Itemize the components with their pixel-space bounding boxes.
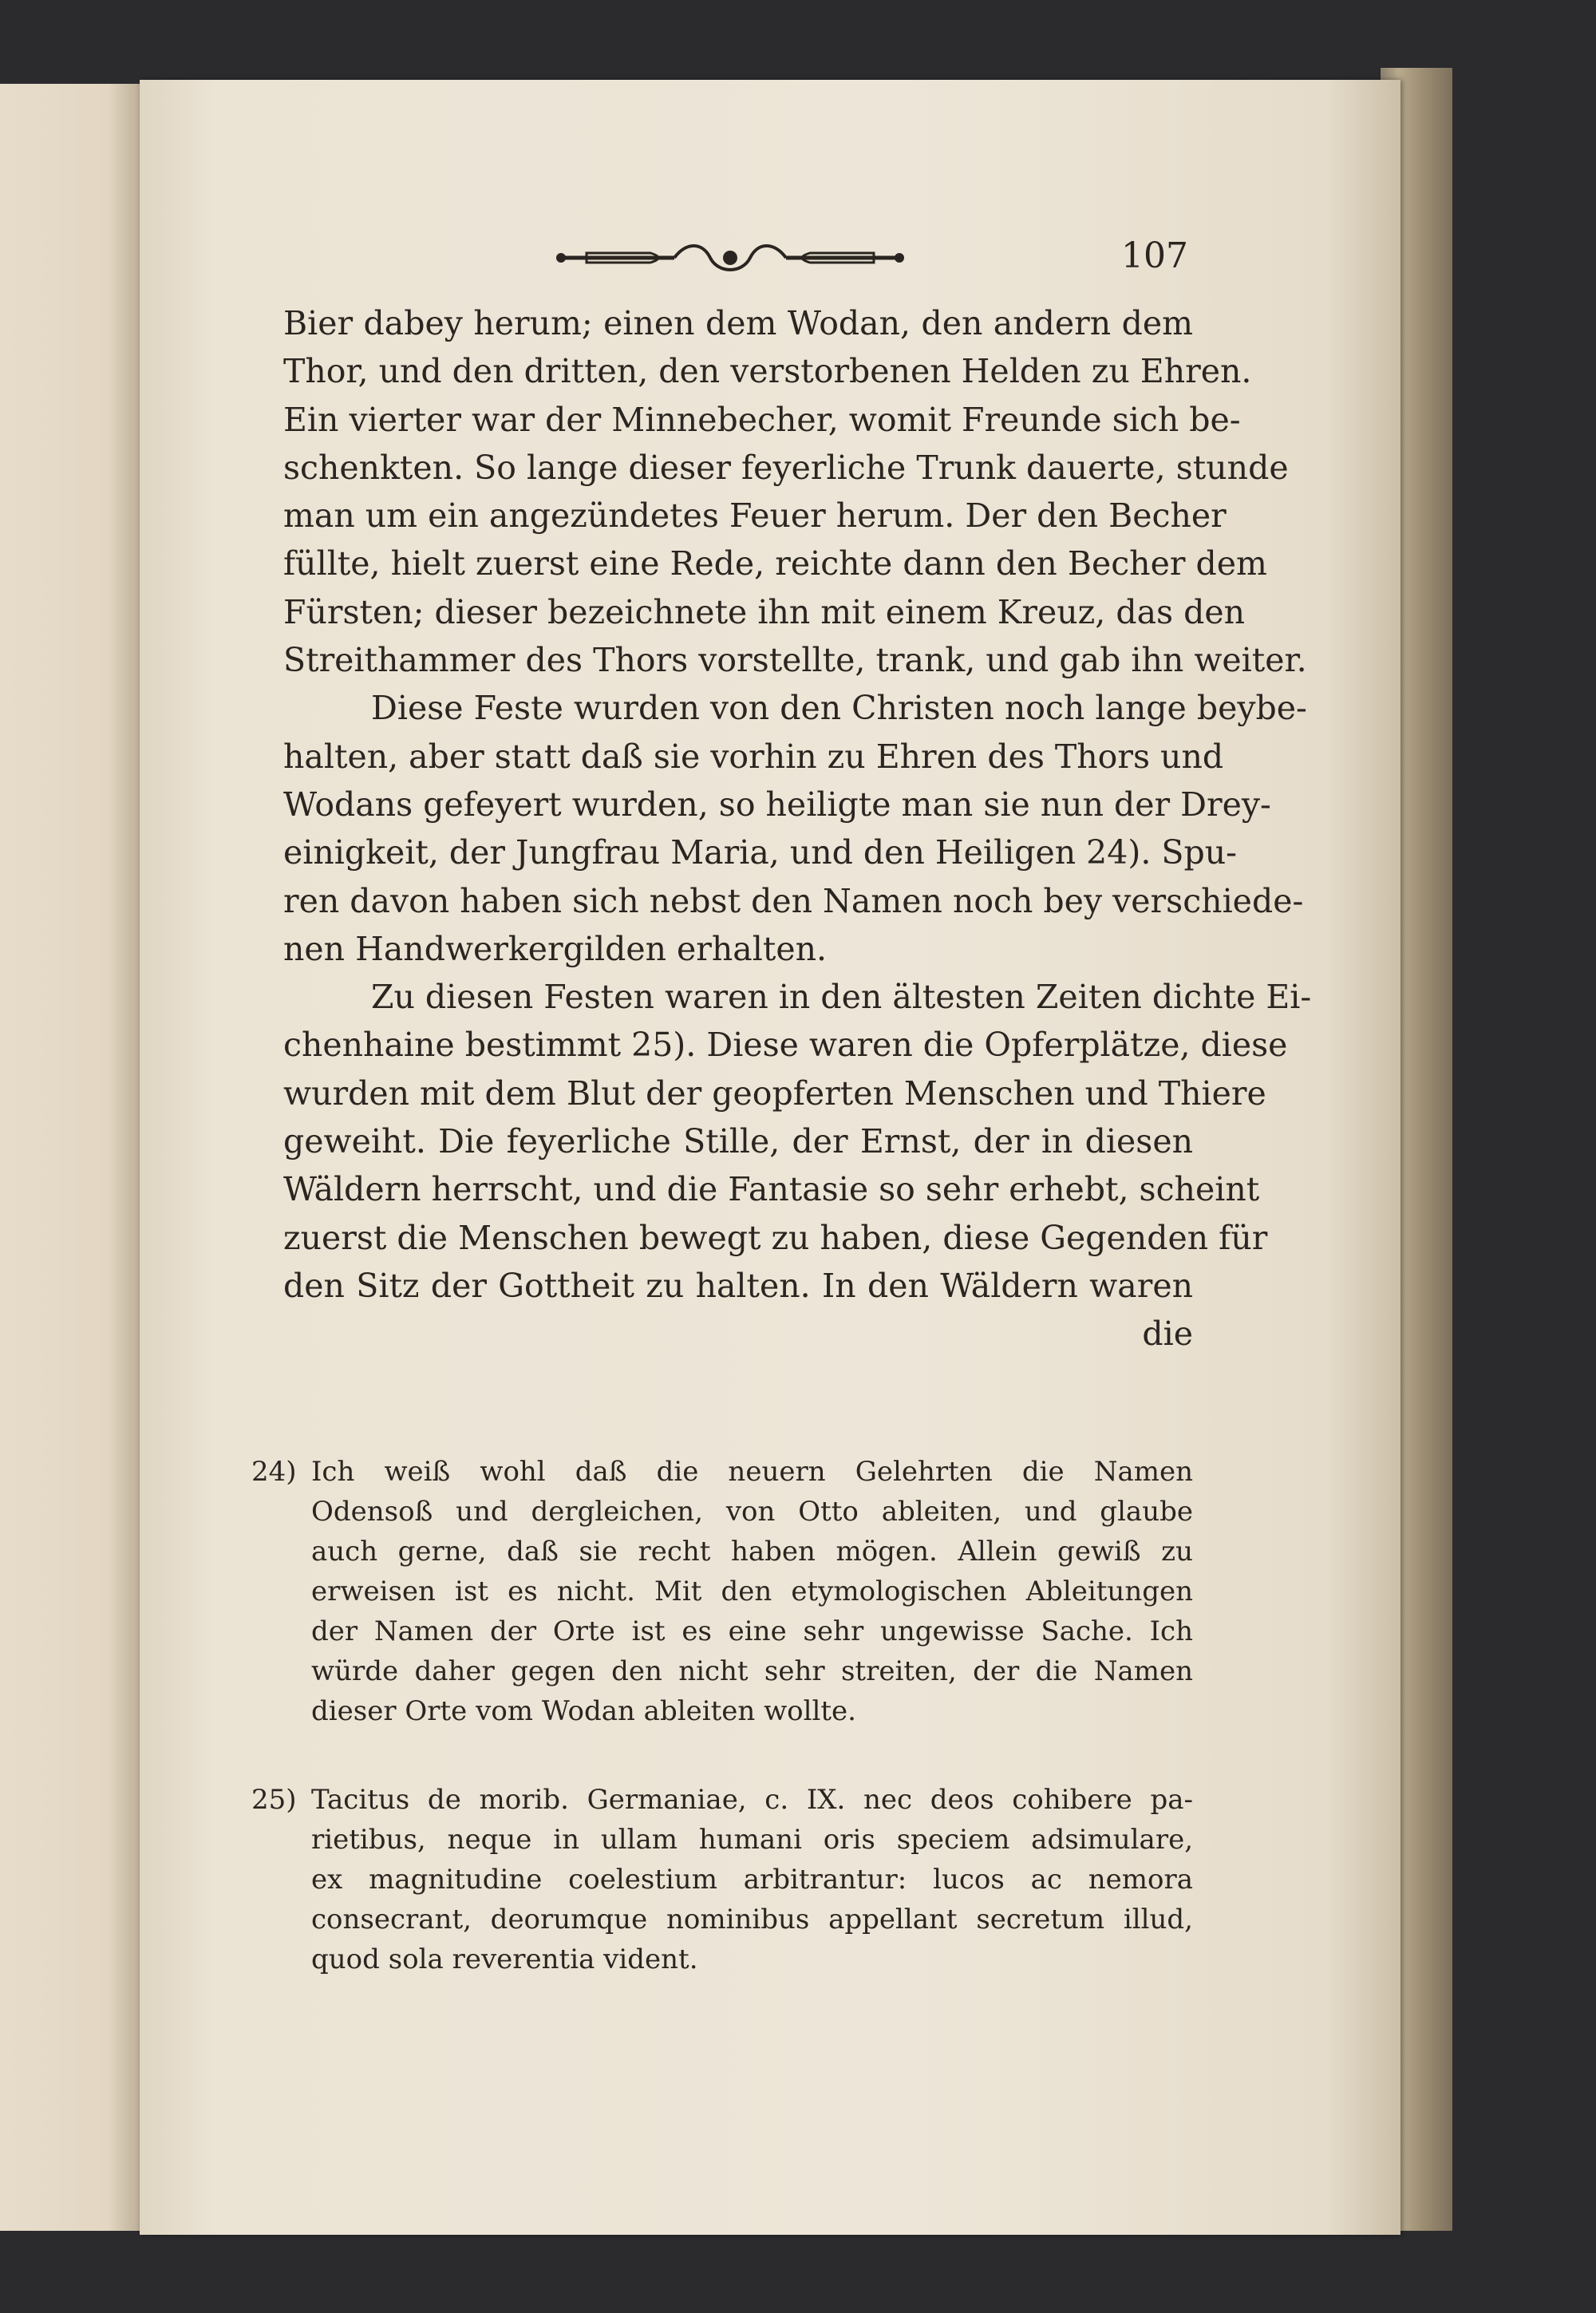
text-line: chenhaine bestimmt 25). Diese waren die Opferplätze, diese bbox=[283, 1026, 1288, 1065]
text-line: schenkten. So lange dieser feyerliche Trunk dauerte, stunde bbox=[283, 448, 1289, 487]
text-line: Zu diesen Festen waren in den ältesten Zeiten dichte Ei- bbox=[371, 978, 1312, 1017]
catchword: die bbox=[1142, 1315, 1193, 1354]
text-line: zuerst die Menschen bewegt zu haben, diese Gegenden für bbox=[283, 1218, 1268, 1257]
page-number: 107 bbox=[1121, 235, 1188, 276]
text-line: Streithammer des Thors vorstellte, trank, und gab ihn weiter. bbox=[283, 641, 1307, 680]
header-ornament-icon bbox=[555, 242, 906, 274]
footnote-line: auch gerne, daß sie recht haben mögen. Allein gewiß zu bbox=[311, 1536, 1193, 1568]
text-line: Diese Feste wurden von den Christen noch lange beybe- bbox=[371, 689, 1307, 728]
text-line: man um ein angezündetes Feuer herum. Der den Becher bbox=[283, 496, 1227, 536]
facing-page-edge bbox=[0, 84, 146, 2231]
footnote-line: consecrant, deorumque nominibus appellant secretum illud, bbox=[311, 1904, 1193, 1935]
footnote-line: würde daher gegen den nicht sehr streiten, der die Namen bbox=[311, 1655, 1193, 1687]
text-line: Wäldern herrscht, und die Fantasie so sehr erhebt, scheint bbox=[283, 1170, 1260, 1209]
footnote-line: Ich weiß wohl daß die neuern Gelehrten die Namen bbox=[311, 1456, 1193, 1488]
footnote-25 bbox=[251, 1780, 1193, 1979]
text-line: Bier dabey herum; einen dem Wodan, den andern dem bbox=[283, 304, 1193, 342]
body-text bbox=[283, 299, 1312, 1358]
text-line: wurden mit dem Blut der geopferten Menschen und Thiere bbox=[283, 1073, 1266, 1113]
text-line: füllte, hielt zuerst eine Rede, reichte dann den Becher dem bbox=[283, 544, 1267, 583]
text-line: geweiht. Die feyerliche Stille, der Ernst, der in diesen bbox=[283, 1122, 1193, 1161]
text-line: Fürsten; dieser bezeichnete ihn mit einem Kreuz, das den bbox=[283, 592, 1245, 631]
text-line: den Sitz der Gottheit zu halten. In den Wäldern waren bbox=[283, 1266, 1193, 1305]
page-header bbox=[419, 235, 1188, 283]
footnote-line: ex magnitudine coelestium arbitrantur: lucos ac nemora bbox=[311, 1864, 1193, 1896]
footnote-24 bbox=[251, 1453, 1193, 1732]
text-line: einigkeit, der Jungfrau Maria, und den Heiligen 24). Spu- bbox=[283, 833, 1238, 872]
footnote-line: erweisen ist es nicht. Mit den etymologischen Ableitungen bbox=[311, 1576, 1193, 1607]
footnote-marker: 24) bbox=[251, 1456, 297, 1488]
footnote-marker: 25) bbox=[251, 1784, 297, 1816]
text-line: Wodans gefeyert wurden, so heiligte man sie nun der Drey- bbox=[283, 785, 1271, 824]
footnote-line: dieser Orte vom Wodan ableiten wollte. bbox=[311, 1695, 856, 1727]
text-line: nen Handwerkergilden erhalten. bbox=[283, 929, 828, 968]
text-line: Thor, und den dritten, den verstorbenen Helden zu Ehren. bbox=[283, 352, 1252, 391]
text-line: halten, aber statt daß sie vorhin zu Ehren des Thors und bbox=[283, 737, 1224, 776]
footnote-line: Tacitus de morib. Germaniae, c. IX. nec deos cohibere pa- bbox=[311, 1784, 1193, 1816]
text-line: ren davon haben sich nebst den Namen noch bey verschiede- bbox=[283, 881, 1304, 920]
footnote-line: Odensoß und dergleichen, von Otto ableiten, und glaube bbox=[311, 1496, 1193, 1528]
footnote-line: rietibus, neque in ullam humani oris speciem adsimulare, bbox=[311, 1824, 1193, 1856]
footnote-line: quod sola reverentia vident. bbox=[311, 1943, 698, 1975]
footnote-line: der Namen der Orte ist es eine sehr ungewisse Sache. Ich bbox=[311, 1615, 1193, 1647]
text-line: Ein vierter war der Minnebecher, womit Freunde sich be- bbox=[283, 400, 1241, 439]
